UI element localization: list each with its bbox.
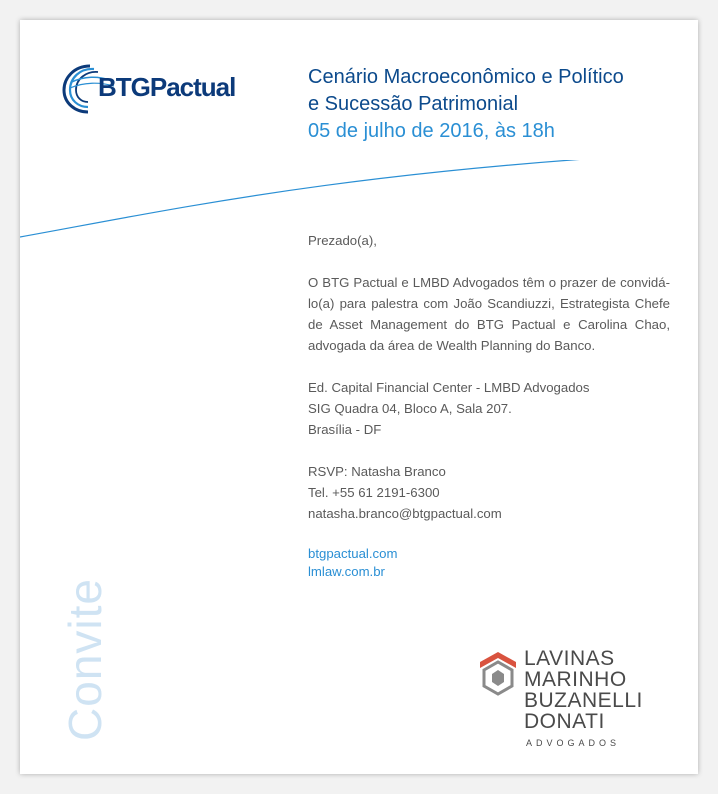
lmbd-subtitle: ADVOGADOS <box>526 738 621 748</box>
address-line: SIG Quadra 04, Bloco A, Sala 207. <box>308 401 512 416</box>
event-title-line2: e Sucessão Patrimonial <box>308 93 519 115</box>
event-date: 05 de julho de 2016, às 18h <box>308 120 555 142</box>
logo-wordmark: BTGPactual <box>98 72 236 102</box>
invitation-card <box>20 20 698 774</box>
rsvp-email[interactable]: natasha.branco@btgpactual.com <box>308 506 502 521</box>
event-title-line1: Cenário Macroeconômico e Político <box>308 66 624 88</box>
rsvp-name: RSVP: Natasha Branco <box>308 464 446 479</box>
rsvp-phone: Tel. +55 61 2191-6300 <box>308 485 440 500</box>
convite-side-label: Convite <box>59 578 111 741</box>
lmbd-logo <box>478 647 688 750</box>
lmbd-name: MARINHO <box>524 668 627 691</box>
lmlaw-link[interactable]: lmlaw.com.br <box>308 564 385 579</box>
lmbd-name: LAVINAS <box>524 647 615 670</box>
address-line: Ed. Capital Financial Center - LMBD Advogados <box>308 380 590 395</box>
address-block <box>308 377 670 440</box>
event-header <box>308 64 688 145</box>
lmbd-name: DONATI <box>524 710 605 733</box>
intro-paragraph: O BTG Pactual e LMBD Advogados têm o prazer de convidá-lo(a) para palestra com João Scandiuzzi, Estrategista Chefe de Asset Management do BTG Pactual e Carolina Chao, advogada da área de Wealth Planning do Banco. <box>308 275 670 353</box>
links-block <box>308 545 670 581</box>
invitation-body <box>308 230 670 581</box>
greeting: Prezado(a), <box>308 233 377 248</box>
decorative-curve <box>20 160 698 240</box>
lmbd-name: BUZANELLI <box>524 689 643 712</box>
lmbd-house-icon <box>478 650 518 696</box>
btg-link[interactable]: btgpactual.com <box>308 546 398 561</box>
lmbd-names <box>524 648 643 732</box>
btg-pactual-logo <box>60 60 240 120</box>
rsvp-block <box>308 461 670 524</box>
address-line: Brasília - DF <box>308 422 382 437</box>
